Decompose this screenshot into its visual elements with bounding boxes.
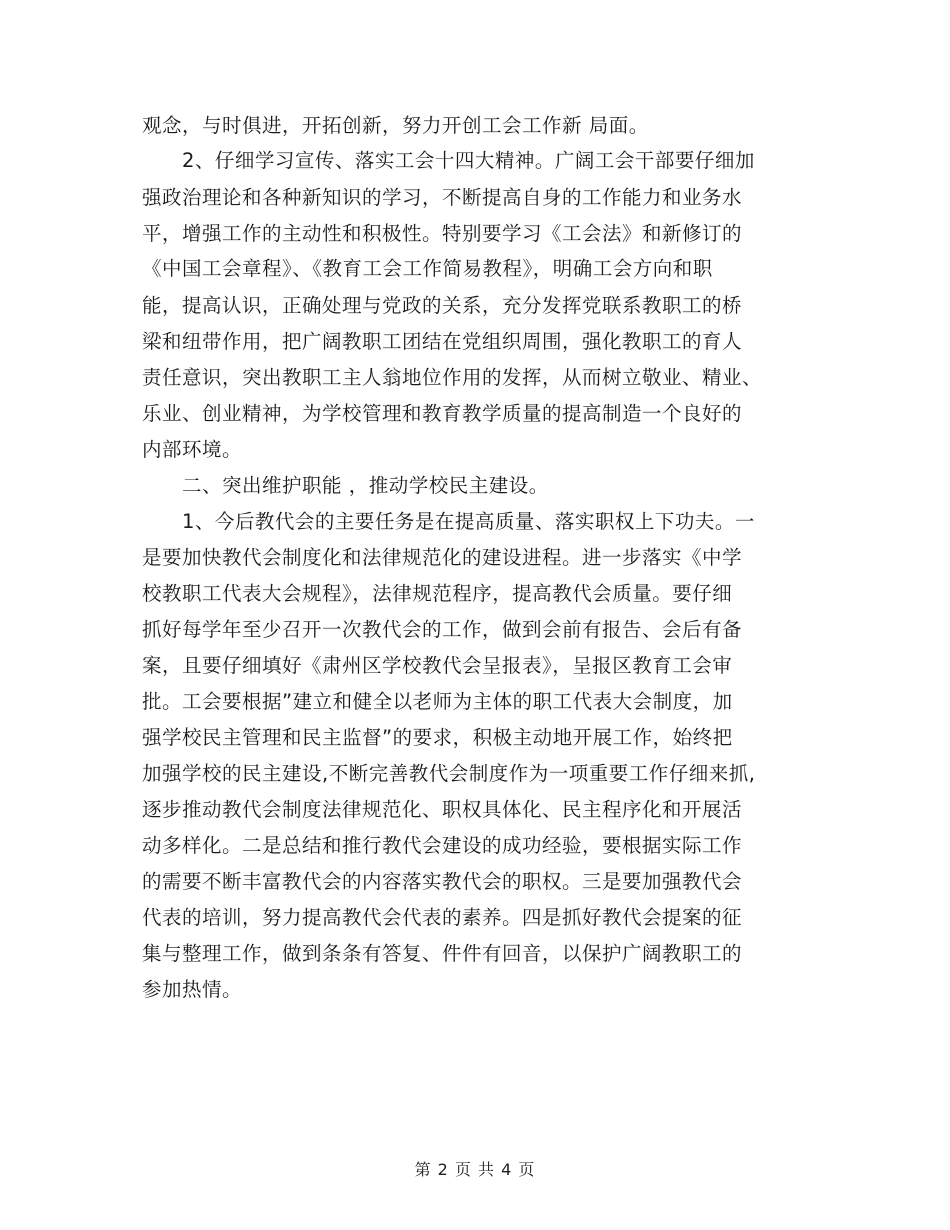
text-line: 校教职工代表大会规程》，法律规范程序，提高教代会质量。要仔细 [142, 582, 733, 605]
text-line: 抓好每学年至少召开一次教代会的工作，做到会前有报告、会后有备 [142, 618, 743, 641]
text-line: 是要加快教代会制度化和法律规范化的建设进程。进一步落实《中学 [142, 546, 743, 569]
text-line: 强政治理论和各种新知识的学习，不断提高自身的工作能力和业务水 [142, 186, 743, 209]
text-line: 责任意识，突出教职工主人翁地位作用的发挥，从而树立敬业、精业、 [142, 366, 763, 389]
text-line: 乐业、创业精神，为学校管理和教育教学质量的提高制造一个良好的 [142, 402, 743, 425]
text-line: 的需要不断丰富教代会的内容落实教代会的职权。三是要加强教代会 [142, 870, 743, 893]
text-line: 内部环境。 [142, 438, 243, 461]
text-line: 批。工会要根据”建立和健全以老师为主体的职工代表大会制度，加 [142, 690, 733, 713]
page-footer: 第 2 页 共 4 页 [414, 1160, 536, 1179]
section-heading: 二、突出维护职能 ，推动学校民主建设。 [142, 474, 549, 497]
text-line: 平，增强工作的主动性和积极性。特别要学习《工会法》和新修订的 [142, 222, 743, 245]
text-line: 2、仔细学习宣传、落实工会十四大精神。广阔工会干部要仔细加 [142, 149, 755, 172]
text-line: 加强学校的民主建设,不断完善教代会制度作为一项重要工作仔细来抓, [142, 762, 756, 785]
text-line: 案，且要仔细填好《肃州区学校教代会呈报表》，呈报区教育工会审 [142, 654, 733, 677]
text-line: 集与整理工作，做到条条有答复、件件有回音，以保护广阔教职工的 [142, 942, 743, 965]
text-line: 强学校民主管理和民主监督”的要求，积极主动地开展工作，始终把 [142, 726, 733, 749]
text-line: 参加热情。 [142, 978, 243, 1001]
text-line: 观念，与时俱进，开拓创新，努力开创工会工作新 局面。 [142, 114, 649, 137]
text-line: 逐步推动教代会制度法律规范化、职权具体化、民主程序化和开展活 [142, 798, 743, 821]
text-line: 动多样化。二是总结和推行教代会建设的成功经验，要根据实际工作 [142, 834, 743, 857]
text-line: 能，提高认识，正确处理与党政的关系，充分发挥党联系教职工的桥 [142, 294, 743, 317]
text-line: 梁和纽带作用，把广阔教职工团结在党组织周围，强化教职工的育人 [142, 330, 743, 353]
text-line: 1、今后教代会的主要任务是在提高质量、落实职权上下功夫。一 [142, 510, 755, 533]
text-line: 代表的培训，努力提高教代会代表的素养。四是抓好教代会提案的征 [142, 906, 743, 929]
text-line: 《中国工会章程》、《教育工会工作简易教程》，明确工会方向和职 [142, 257, 713, 280]
